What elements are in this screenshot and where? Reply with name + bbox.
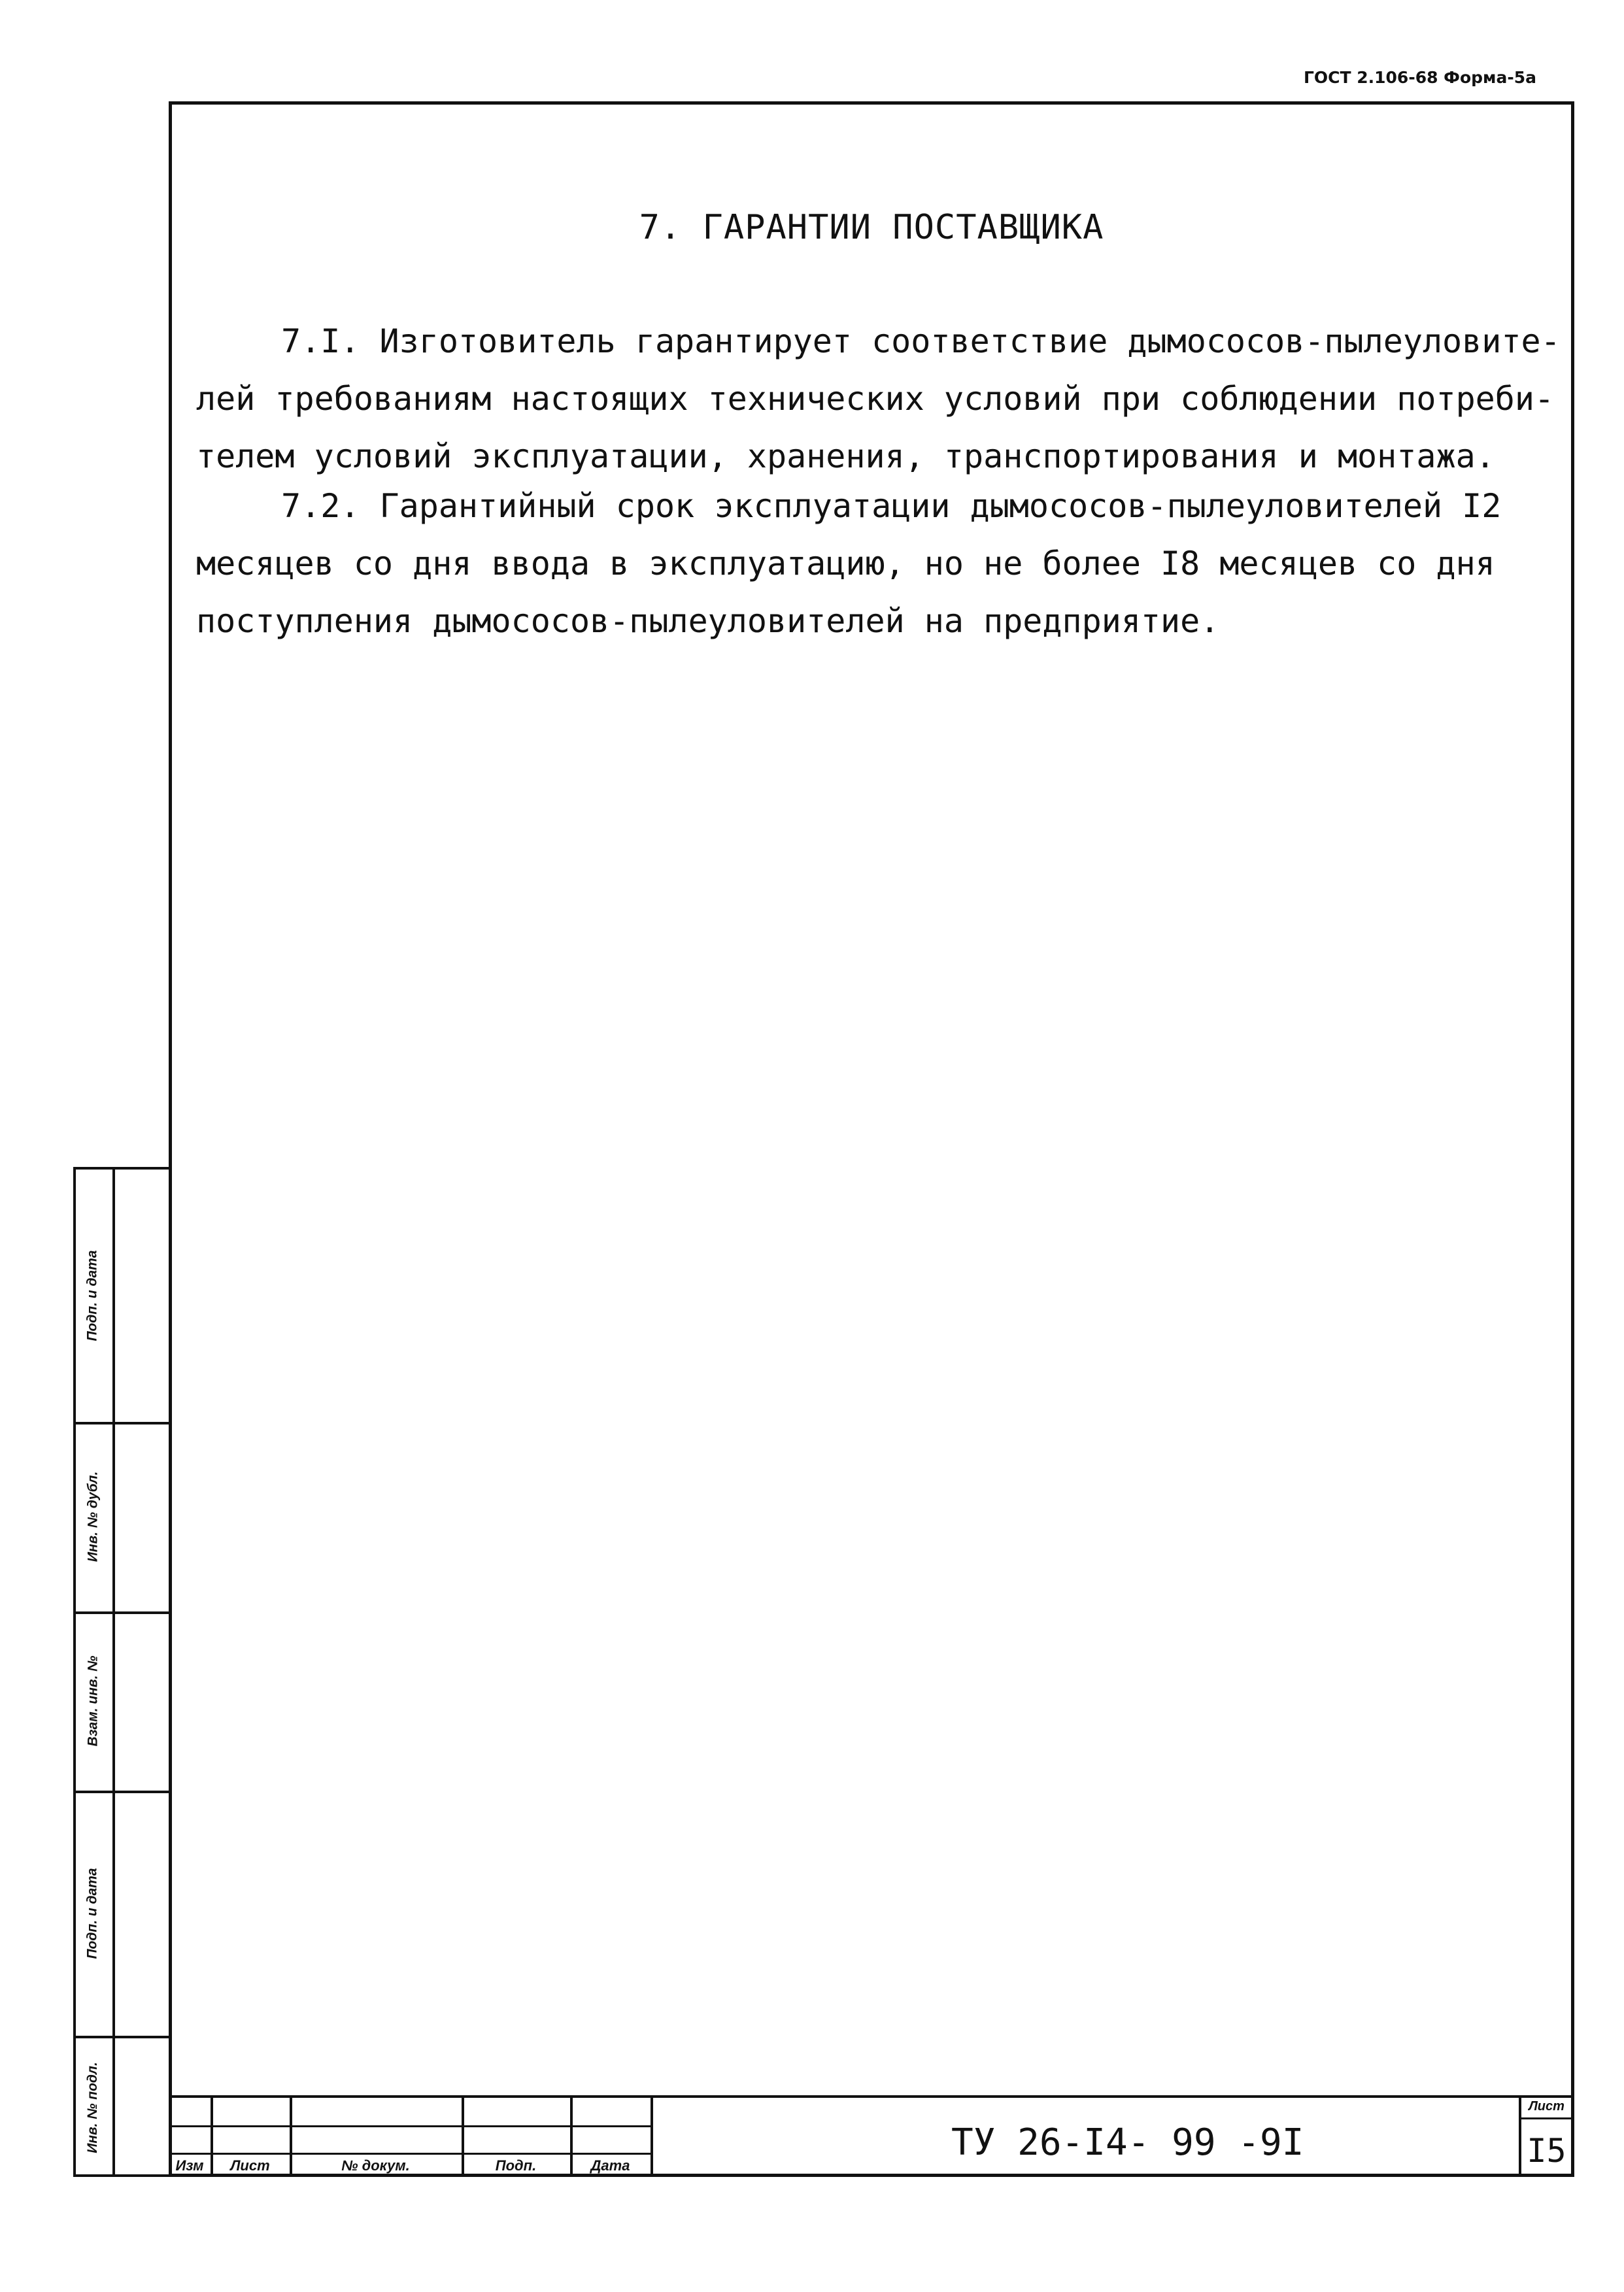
column-header-document-number: № докум. [341, 2157, 410, 2174]
side-label-replacement-number: Взам. инв. № [85, 1655, 101, 1747]
sheet-divider [1519, 2117, 1574, 2119]
side-label-signature-date-2: Подп. и дата [85, 1867, 100, 1959]
side-label-duplicate-number: Инв. № дубл. [85, 1471, 100, 1562]
paragraph-line: телем условий эксплуатации, хранения, транспортирования и монтажа. [196, 437, 1495, 475]
column-header-date: Дата [590, 2157, 630, 2174]
side-signature-strip [73, 1167, 169, 2177]
form-reference: ГОСТ 2.106-68 Форма-5а [1303, 68, 1536, 87]
side-label-signature-date: Подп. и дата [85, 1250, 100, 1341]
paragraph-line: 7.I. Изготовитель гарантирует соответствие дымососов-пылеуловите- [281, 322, 1561, 360]
title-block-row-line [169, 2153, 651, 2155]
paragraph-7-2 [196, 477, 1530, 650]
paragraph-line: поступления дымососов-пылеуловителей на предприятие. [196, 602, 1220, 640]
paragraph-line: 7.2. Гарантийный срок эксплуатации дымососов-пылеуловителей I2 [281, 487, 1502, 525]
column-header-change: Изм [175, 2157, 204, 2174]
side-label-original-number: Инв. № подл. [85, 2062, 101, 2153]
paragraph-line: месяцев со дня ввода в эксплуатацию, но не более I8 месяцев со дня [196, 545, 1495, 582]
side-strip-divider [112, 1170, 115, 2174]
sheet-number: I5 [1527, 2132, 1566, 2170]
paragraph-7-1 [196, 312, 1561, 485]
document-number: ТУ 26-I4- 99 -9I [951, 2121, 1304, 2164]
title-block-row-line [169, 2125, 651, 2127]
column-header-signature: Подп. [495, 2157, 537, 2174]
title-block [169, 2095, 1574, 2177]
paragraph-line: лей требованиям настоящих технических условий при соблюдении потреби- [196, 380, 1555, 418]
sheet-label: Лист [1529, 2099, 1565, 2114]
section-title: 7. ГАРАНТИИ ПОСТАВЩИКА [639, 208, 1104, 247]
column-header-sheet: Лист [230, 2157, 270, 2174]
